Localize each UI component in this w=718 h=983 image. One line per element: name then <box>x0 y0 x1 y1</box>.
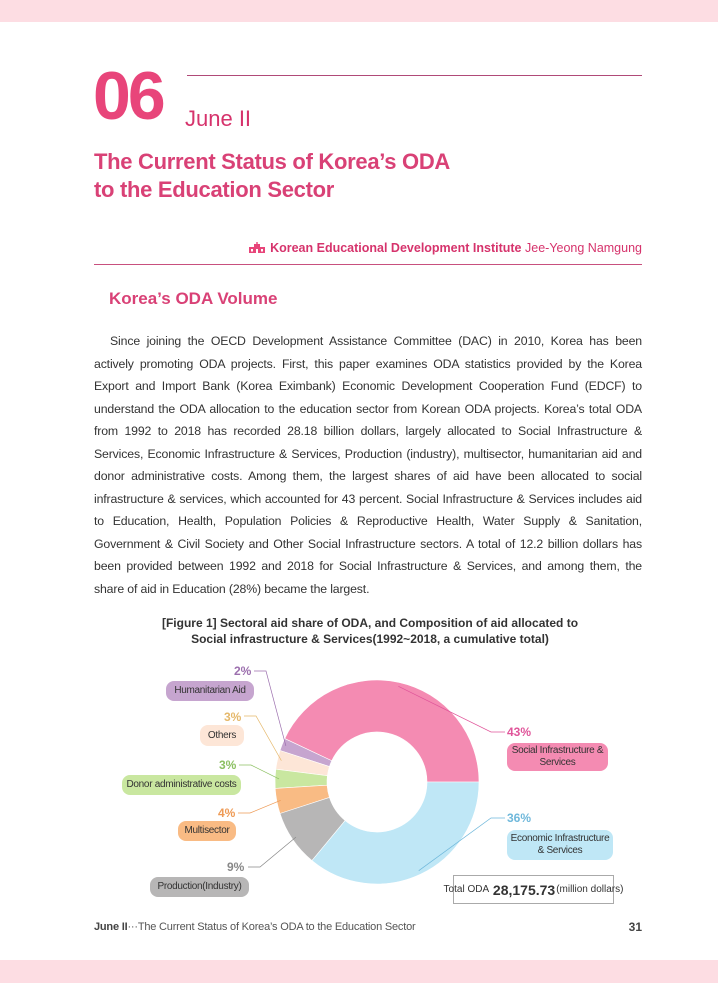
legend-pill-economic: Economic Infrastructure & Services <box>507 830 613 860</box>
chapter-month: June II <box>185 106 252 131</box>
legend-pill-donor: Donor administrative costs <box>122 775 241 795</box>
bottom-band <box>0 960 718 983</box>
pct-label-humanitarian: 2% <box>234 664 252 678</box>
pct-label-economic: 36% <box>507 811 532 825</box>
title-line-2: to the Education Sector <box>94 177 335 202</box>
total-oda-unit: (million dollars) <box>556 884 624 895</box>
figure-tag: [Figure 1] <box>161 616 217 630</box>
pct-label-others: 3% <box>224 710 242 724</box>
leader-line-donor <box>239 765 279 779</box>
legend-pill-production: Production(Industry) <box>150 877 249 897</box>
legend-pill-others: Others <box>200 725 244 746</box>
total-oda-label: Total ODA <box>443 884 490 895</box>
caption-line-2: Social infrastructure & Services(1992~2018, a cumulative total) <box>191 632 549 646</box>
pct-label-multisector: 4% <box>218 806 236 820</box>
legend-pill-multisector: Multisector <box>178 821 236 841</box>
title-line-1: The Current Status of Korea’s ODA <box>94 149 451 174</box>
body-paragraph: Since joining the OECD Development Assistance Committee (DAC) in 2010, Korea has been actively promoting ODA projects. First, this paper examines ODA statistics provided by the Korea Export and Import Bank (Korea Eximbank) Economic Development Cooperation Fund (EDCF) to understand the ODA allocation to the education sector from Korean ODA projects. Korea’s total ODA from 1992 to 2018 has recorded 28.18 billion dollars, largely allocated to Social Infrastructure & Services, Economic Infrastructure & Services, Production (industry), multisector, humanitarian aid and donor administrative costs. Among them, the largest shares of aid have been allocated to social infrastructure & services, which accounted for 43 percent. Social Infrastructure & Services includes aid to Education, Health, Population Policies & Reproductive Health, Water Supply & Sanitation, Government & Civil Society and Other Social Infrastructure sectors. A total of 12.2 billion dollars has been provided between 1992 and 2018 for Social Infrastructure & Services, and among them, the share of aid in Education (28%) became the largest. <box>94 334 642 596</box>
legend-pill-humanitarian: Humanitarian Aid <box>166 681 254 701</box>
total-oda-value: 28,175.73 <box>492 881 556 898</box>
pct-label-donor: 3% <box>219 758 237 772</box>
leader-line-others <box>244 716 281 761</box>
caption-line-1: Sectoral aid share of ODA, and Composition of aid allocated to <box>216 616 579 630</box>
legend-pill-social: Social Infrastructure & Services <box>507 743 608 771</box>
donut-slice-economic <box>312 782 479 884</box>
leader-line-multisector <box>238 800 281 813</box>
total-oda-box <box>443 875 624 904</box>
institute-name: Korean Educational Development Institute <box>270 241 522 255</box>
footer-month: June II <box>94 921 128 933</box>
chapter-number: 06 <box>93 58 163 134</box>
pct-label-social: 43% <box>507 725 532 739</box>
leader-line-humanitarian <box>254 671 286 746</box>
running-footer <box>94 921 415 933</box>
page-number: 31 <box>628 920 642 934</box>
section-heading: Korea’s ODA Volume <box>109 289 278 308</box>
leader-line-production <box>248 837 296 867</box>
pct-label-production: 9% <box>227 860 245 874</box>
author-name: Jee-Yeong Namgung <box>525 241 642 255</box>
footer-separator: ··· <box>127 921 138 933</box>
footer-title: The Current Status of Korea’s ODA to the Education Sector <box>137 921 416 933</box>
